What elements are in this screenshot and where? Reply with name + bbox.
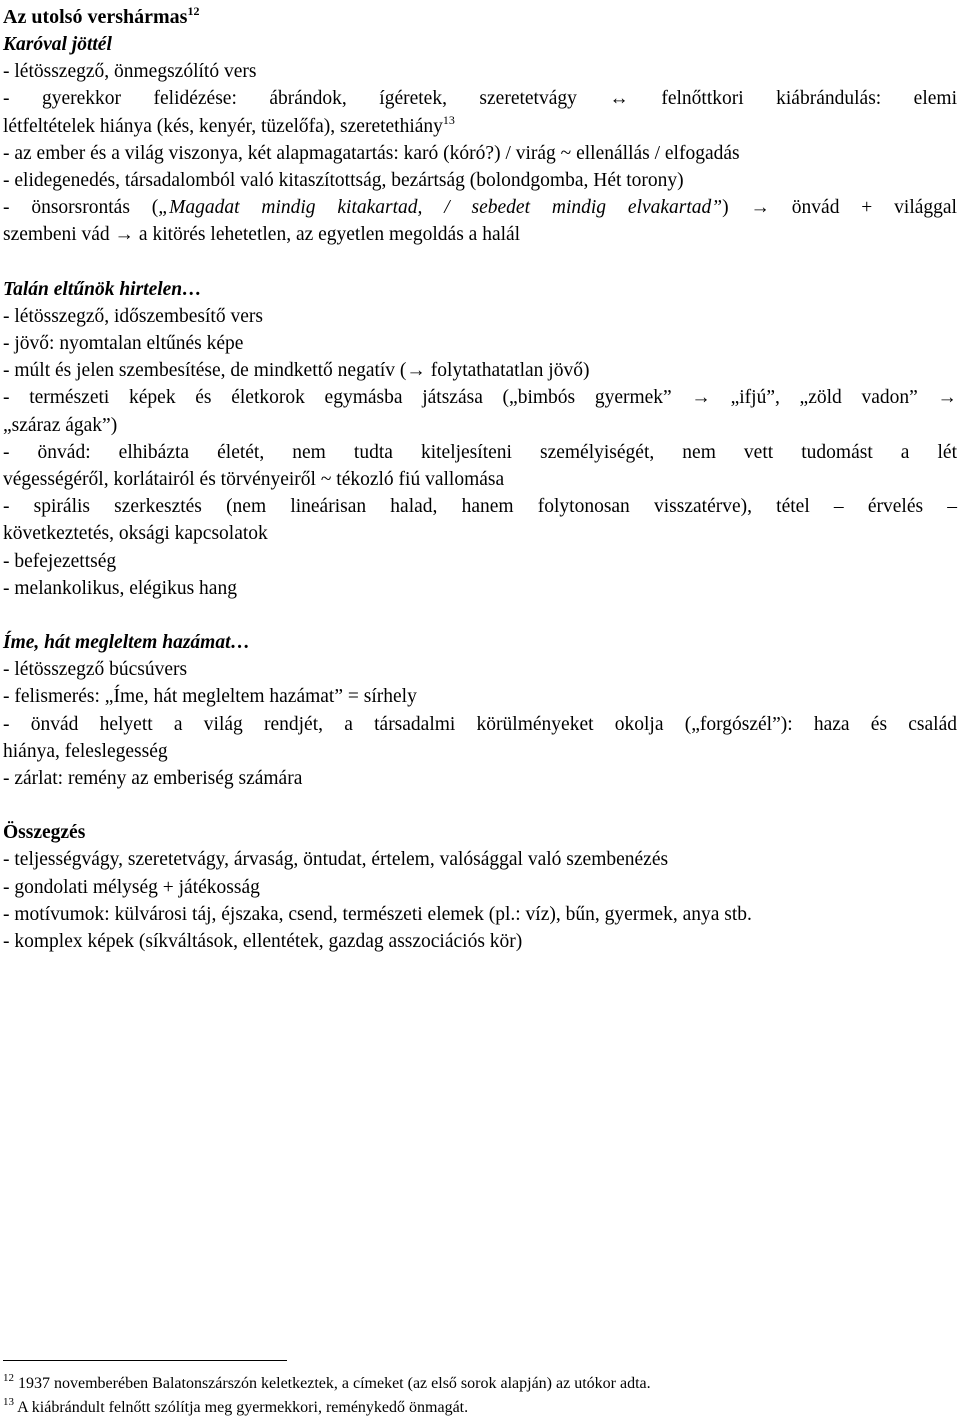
list-item: - teljességvágy, szeretetvágy, árvaság, öntudat, értelem, valósággal való szembenézés	[3, 849, 669, 871]
footnote-ref-13: 13	[442, 112, 455, 127]
section-title-talan: Talán eltűnök hirtelen…	[3, 278, 202, 300]
list-item: - befejezettség	[3, 550, 117, 572]
list-item: - jövő: nyomtalan eltűnés képe	[3, 333, 244, 355]
section-title-ime: Íme, hát megleltem hazámat…	[3, 632, 250, 654]
list-item: - önvád: elhibázta életét, nem tudta kiteljesíteni személyiségét, nem vett tudomást a lét	[3, 441, 957, 463]
list-item: - múlt és jelen szembesítése, de mindkettő negatív (→ folytathatatlan jövő)	[3, 360, 590, 382]
section-title-osszegzes: Összegzés	[3, 822, 86, 844]
footnotes	[3, 1372, 957, 1420]
spacer	[3, 792, 957, 819]
list-item: - melankolikus, elégikus hang	[3, 577, 237, 599]
footnote-number: 12	[3, 1372, 14, 1384]
list-item: hiánya, feleslegesség	[3, 740, 168, 762]
list-item	[3, 113, 957, 140]
list-item: - gondolati mélység + játékosság	[3, 876, 260, 898]
spacer	[3, 602, 957, 629]
list-item: - spirális szerkesztés (nem lineárisan halad, hanem folytonosan visszatérve), tétel – érvelés –	[3, 496, 957, 518]
list-item-text: létfeltételek hiánya (kés, kenyér, tüzelőfa), szeretethiány	[3, 115, 443, 137]
list-item: - elidegenedés, társadalomból való kitaszítottság, bezártság (bolondgomba, Hét torony)	[3, 170, 684, 192]
quote-text: „Magadat mindig kitakartad, / sebedet mindig elvakartad”	[158, 197, 723, 219]
list-item	[3, 194, 957, 221]
footnote-separator	[3, 1360, 287, 1361]
list-item: - létösszegző búcsúvers	[3, 659, 188, 681]
list-item: - zárlat: remény az emberiség számára	[3, 768, 303, 790]
footnote-text: 1937 novemberében Balatonszárszón keletkeztek, a címeket (az első sorok alapján) az utókor adta.	[18, 1375, 651, 1392]
list-item: - az ember és a világ viszonya, két alapmagatartás: karó (kóró?) / virág ~ ellenállás / elfogadás	[3, 142, 740, 164]
list-item: „száraz ágak”)	[3, 414, 118, 436]
list-item: szembeni vád → a kitörés lehetetlen, az egyetlen megoldás a halál	[3, 224, 521, 246]
document-body	[3, 0, 957, 955]
footnote-text: A kiábrándult felnőtt szólítja meg gyermekkori, reménykedő önmagát.	[17, 1399, 469, 1416]
footnote-13	[3, 1396, 957, 1420]
list-item: - természeti képek és életkorok egymásba játszása („bimbós gyermek” → „ifjú”, „zöld vadon” →	[3, 387, 957, 409]
list-item: - létösszegző, önmegszólító vers	[3, 61, 257, 83]
list-item: következtetés, oksági kapcsolatok	[3, 523, 268, 545]
spacer	[3, 249, 957, 276]
page-title	[3, 4, 957, 31]
footnote-number: 13	[3, 1396, 14, 1408]
list-item: végességéről, korlátairól és törvényeiről ~ tékozló fiú vallomása	[3, 469, 505, 491]
page-title-text: Az utolsó vershármas	[3, 6, 188, 28]
list-item-text: - önsorsrontás (	[3, 197, 159, 219]
section-title-karoval: Karóval jöttél	[3, 34, 112, 55]
list-item: - komplex képek (síkváltások, ellentétek, gazdag asszociációs kör)	[3, 931, 523, 953]
list-item: - önvád helyett a világ rendjét, a társadalmi körülményeket okolja („forgószél”): haza és család	[3, 713, 957, 735]
list-item: - létösszegző, időszembesítő vers	[3, 305, 263, 327]
list-item: - motívumok: külvárosi táj, éjszaka, csend, természeti elemek (pl.: víz), bűn, gyermek, anya stb.	[3, 903, 752, 925]
footnote-ref-12: 12	[187, 4, 200, 18]
list-item: - felismerés: „Íme, hát megleltem hazámat” = sírhely	[3, 686, 417, 708]
list-item-text: ) → önvád + világgal	[722, 197, 957, 219]
list-item: - gyerekkor felidézése: ábrándok, ígéretek, szeretetvágy ↔ felnőttkori kiábrándulás: elemi	[3, 88, 957, 110]
footnote-12	[3, 1372, 957, 1396]
